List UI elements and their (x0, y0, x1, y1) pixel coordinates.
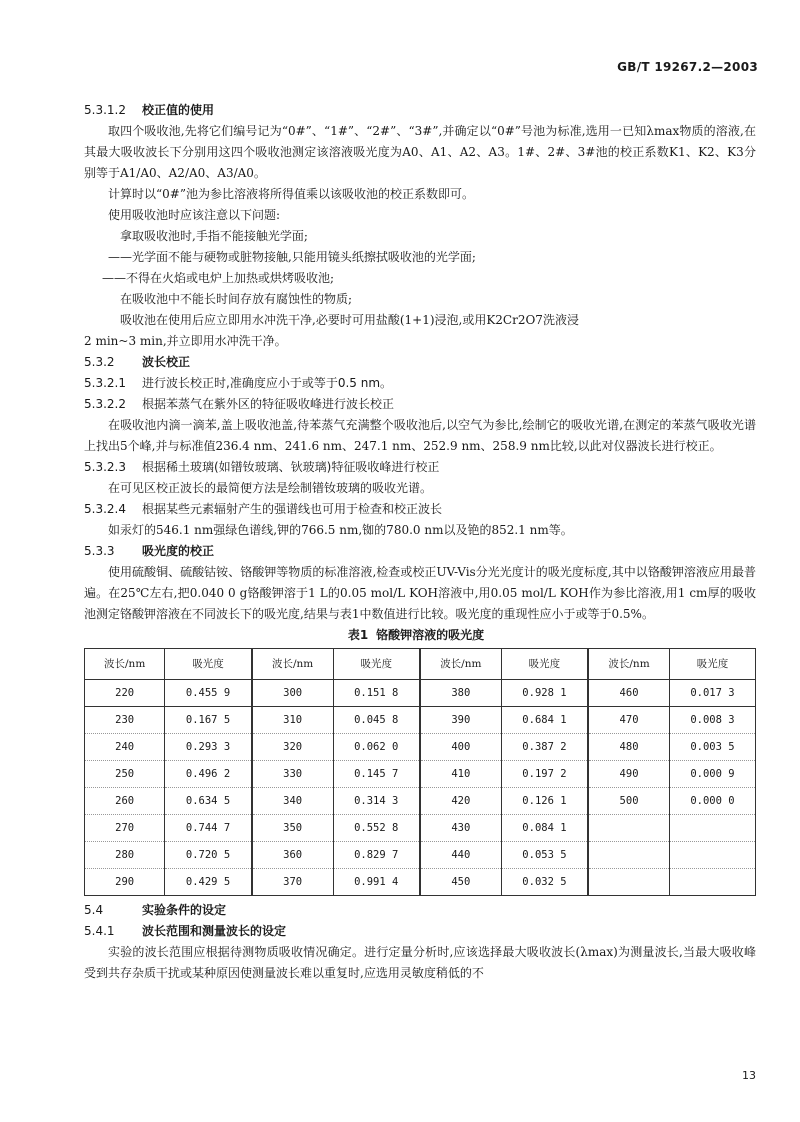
standard-number: GB/T 19267.2—2003 (617, 60, 758, 74)
body-content (84, 100, 756, 984)
table-row (85, 734, 756, 761)
wavelength-cell: 280 (85, 842, 165, 869)
section-heading (84, 900, 756, 921)
section-number: 5.3.1.2 (84, 103, 126, 117)
wavelength-cell: 220 (85, 680, 165, 707)
section-number: 5.3.2 (84, 355, 115, 369)
absorbance-cell: 0.084 1 (501, 815, 588, 842)
section-number: 5.3.2.3 (84, 460, 126, 474)
section-heading (84, 541, 756, 562)
absorbance-cell: 0.991 4 (333, 869, 420, 896)
section-after-table (84, 900, 756, 984)
wavelength-cell: 350 (252, 815, 333, 842)
wavelength-cell: 330 (252, 761, 333, 788)
section-title: 实验条件的设定 (142, 903, 227, 917)
list-item: 在吸收池中不能长时间存放有腐蚀性的物质; (120, 292, 353, 306)
table-body (85, 680, 756, 896)
wavelength-cell: 450 (420, 869, 501, 896)
section-title: 校正值的使用 (142, 103, 215, 117)
section-heading (84, 499, 756, 520)
section-number: 5.3.2.1 (84, 376, 126, 390)
section-number: 5.4.1 (84, 924, 115, 938)
column-header: 波长/nm (252, 649, 333, 680)
column-header: 吸光度 (333, 649, 420, 680)
wavelength-cell: 410 (420, 761, 501, 788)
absorbance-cell: 0.496 2 (165, 761, 252, 788)
absorbance-cell: 0.008 3 (669, 707, 755, 734)
wavelength-cell: 490 (588, 761, 669, 788)
table-row (85, 788, 756, 815)
wavelength-cell: 300 (252, 680, 333, 707)
wavelength-cell: 240 (85, 734, 165, 761)
table-row (85, 707, 756, 734)
wavelength-cell: 370 (252, 869, 333, 896)
table-row (85, 680, 756, 707)
absorbance-cell: 0.145 7 (333, 761, 420, 788)
paragraph: 使用硫酸铜、硫酸钴铵、铬酸钾等物质的标准溶液,检查或校正UV-Vis分光光度计的吸光度标度,其中以铬酸钾溶液应用最普遍。在25℃左右,把0.040 0 g铬酸钾溶于1 L的0.05 mol/L KOH溶液中,用0.05 mol/L KOH作为参比溶液,用1 cm厚的吸收池测定铬酸钾溶液在不同波长下的吸光度,结果与表1中数值进行比较。吸光度的重现性应小于或等于0.5%。 (84, 565, 756, 621)
absorbance-cell: 0.634 5 (165, 788, 252, 815)
section-before-table (84, 100, 756, 625)
section-title: 根据某些元素辐射产生的强谱线也可用于检查和校正波长 (142, 502, 443, 516)
table-row (85, 815, 756, 842)
paragraph: 在可见区校正波长的最简便方法是绘制镨钕玻璃的吸收光谱。 (108, 481, 433, 495)
section-heading (84, 457, 756, 478)
absorbance-cell: 0.062 0 (333, 734, 420, 761)
section-heading (84, 373, 756, 394)
list-item: ——光学面不能与硬物或脏物接触,只能用镜头纸擦拭吸收池的光学面; (108, 250, 476, 264)
section-heading (84, 921, 756, 942)
absorbance-cell: 0.720 5 (165, 842, 252, 869)
paragraph: 在吸收池内滴一滴苯,盖上吸收池盖,待苯蒸气充满整个吸收池后,以空气为参比,绘制它的吸收光谱,在测定的苯蒸气吸收光谱上找出5个峰,并与标准值236.4 nm、241.6 nm、247.1 nm、252.9 nm、258.9 nm比较,以此对仪器波长进行校正。 (84, 418, 756, 453)
absorbance-cell: 0.829 7 (333, 842, 420, 869)
column-header: 波长/nm (588, 649, 669, 680)
section-title: 根据稀土玻璃(如镨钕玻璃、钬玻璃)特征吸收峰进行校正 (142, 460, 440, 474)
wavelength-cell (588, 869, 669, 896)
absorbance-cell: 0.032 5 (501, 869, 588, 896)
absorbance-cell: 0.928 1 (501, 680, 588, 707)
absorbance-cell: 0.455 9 (165, 680, 252, 707)
wavelength-cell: 380 (420, 680, 501, 707)
section-heading (84, 100, 756, 121)
column-header: 吸光度 (165, 649, 252, 680)
wavelength-cell: 440 (420, 842, 501, 869)
wavelength-cell (588, 842, 669, 869)
page-number: 13 (742, 1069, 756, 1082)
wavelength-cell: 290 (85, 869, 165, 896)
table-row (85, 761, 756, 788)
section-heading (84, 394, 756, 415)
absorbance-cell: 0.000 9 (669, 761, 755, 788)
wavelength-cell: 400 (420, 734, 501, 761)
wavelength-cell: 360 (252, 842, 333, 869)
column-header: 波长/nm (85, 649, 165, 680)
list-item: 吸收池在使用后应立即用水冲洗干净,必要时可用盐酸(1+1)浸泡,或用K2Cr2O7洗液浸 (120, 313, 579, 327)
table-caption-number: 表1 (347, 628, 369, 642)
table-header-row (85, 649, 756, 680)
list-item: 拿取吸收池时,手指不能接触光学面; (120, 229, 308, 243)
absorbance-cell: 0.684 1 (501, 707, 588, 734)
section-title: 根据苯蒸气在紫外区的特征吸收峰进行波长校正 (142, 397, 395, 411)
absorbance-table (84, 648, 756, 896)
column-header: 波长/nm (420, 649, 501, 680)
wavelength-cell: 230 (85, 707, 165, 734)
table-caption (84, 625, 756, 646)
section-title: 波长校正 (142, 355, 191, 369)
wavelength-cell: 250 (85, 761, 165, 788)
wavelength-cell (588, 815, 669, 842)
absorbance-cell: 0.045 8 (333, 707, 420, 734)
absorbance-cell: 0.151 8 (333, 680, 420, 707)
wavelength-cell: 320 (252, 734, 333, 761)
absorbance-cell: 0.314 3 (333, 788, 420, 815)
wavelength-cell: 420 (420, 788, 501, 815)
absorbance-cell: 0.552 8 (333, 815, 420, 842)
section-title: 波长范围和测量波长的设定 (142, 924, 287, 938)
wavelength-cell: 460 (588, 680, 669, 707)
absorbance-cell: 0.167 5 (165, 707, 252, 734)
section-number: 5.3.2.4 (84, 502, 126, 516)
absorbance-cell: 0.000 0 (669, 788, 755, 815)
absorbance-cell: 0.293 3 (165, 734, 252, 761)
section-heading (84, 352, 756, 373)
absorbance-cell: 0.429 5 (165, 869, 252, 896)
wavelength-cell: 340 (252, 788, 333, 815)
absorbance-cell (669, 869, 755, 896)
wavelength-cell: 310 (252, 707, 333, 734)
absorbance-cell: 0.017 3 (669, 680, 755, 707)
table-row (85, 869, 756, 896)
paragraph: 计算时以“0#”池为参比溶液将所得值乘以该吸收池的校正系数即可。 (108, 187, 474, 201)
paragraph: 如汞灯的546.1 nm强绿色谱线,钾的766.5 nm,铷的780.0 nm以及铯的852.1 nm等。 (108, 523, 573, 537)
wavelength-cell: 260 (85, 788, 165, 815)
paragraph: 实验的波长范围应根据待测物质吸收情况确定。进行定量分析时,应该选择最大吸收波长(λmax)为测量波长,当最大吸收峰受到共存杂质干扰或某种原因使测量波长难以重复时,应选用灵敏度稍低的不 (84, 945, 756, 980)
absorbance-cell: 0.003 5 (669, 734, 755, 761)
table-caption-title: 铬酸钾溶液的吸光度 (376, 628, 485, 642)
absorbance-cell (669, 842, 755, 869)
paragraph: 取四个吸收池,先将它们编号记为“0#”、“1#”、“2#”、“3#”,并确定以“0#”号池为标准,选用一已知λmax物质的溶液,在其最大吸收波长下分别用这四个吸收池测定该溶液吸光度为A0、A1、A2、A3。1#、2#、3#池的校正系数K1、K2、K3分别等于A1/A0、A2/A0、A3/A0。 (84, 124, 756, 180)
column-header: 吸光度 (669, 649, 755, 680)
section-title: 进行波长校正时,准确度应小于或等于0.5 nm。 (142, 376, 393, 390)
section-number: 5.3.2.2 (84, 397, 126, 411)
wavelength-cell: 270 (85, 815, 165, 842)
section-number: 5.4 (84, 903, 104, 917)
section-title: 吸光度的校正 (142, 544, 215, 558)
wavelength-cell: 470 (588, 707, 669, 734)
paragraph: 使用吸收池时应该注意以下问题: (108, 208, 281, 222)
wavelength-cell: 500 (588, 788, 669, 815)
list-item: 2 min~3 min,并立即用水冲洗干净。 (84, 334, 287, 348)
wavelength-cell: 480 (588, 734, 669, 761)
absorbance-cell: 0.387 2 (501, 734, 588, 761)
wavelength-cell: 430 (420, 815, 501, 842)
table-row (85, 842, 756, 869)
absorbance-cell: 0.053 5 (501, 842, 588, 869)
absorbance-cell (669, 815, 755, 842)
absorbance-cell: 0.197 2 (501, 761, 588, 788)
absorbance-cell: 0.744 7 (165, 815, 252, 842)
column-header: 吸光度 (501, 649, 588, 680)
list-item: ——不得在火焰或电炉上加热或烘烤吸收池; (102, 271, 335, 285)
absorbance-cell: 0.126 1 (501, 788, 588, 815)
wavelength-cell: 390 (420, 707, 501, 734)
section-number: 5.3.3 (84, 544, 115, 558)
